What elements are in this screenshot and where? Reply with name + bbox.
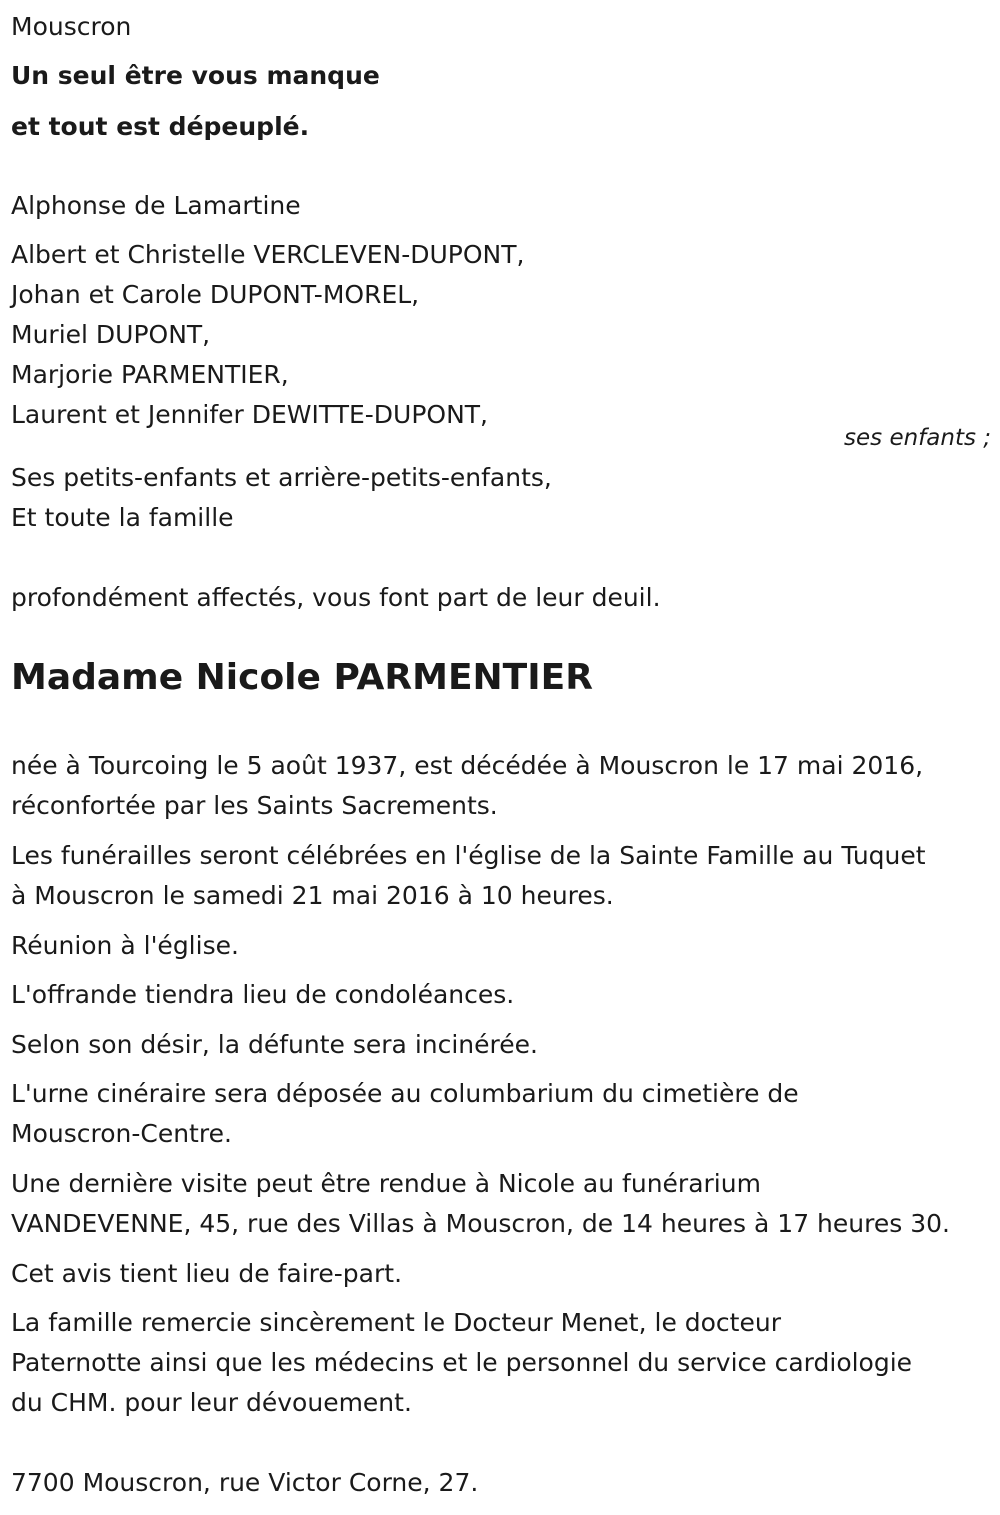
child-5: Laurent et Jennifer DEWITTE-DUPONT,: [11, 400, 489, 429]
deceased-name: Madame Nicole PARMENTIER: [11, 657, 593, 698]
quote-author: Alphonse de Lamartine: [11, 191, 301, 220]
visit-line-1: Une dernière visite peut être rendue à Nicole au funérarium: [11, 1169, 761, 1198]
visit-line-2: VANDEVENNE, 45, rue des Villas à Mouscron, de 14 heures à 17 heures 30.: [11, 1209, 950, 1238]
thanks-line-2: Paternotte ainsi que les médecins et le personnel du service cardiologie: [11, 1348, 913, 1377]
child-4: Marjorie PARMENTIER,: [11, 360, 289, 389]
family-line-1: Ses petits-enfants et arrière-petits-enfants,: [11, 463, 552, 492]
city-header: Mouscron: [11, 12, 132, 41]
child-2: Johan et Carole DUPONT-MOREL,: [11, 280, 420, 309]
notice-text: Cet avis tient lieu de faire-part.: [11, 1259, 403, 1288]
birth-death-line-2: réconfortée par les Saints Sacrements.: [11, 791, 498, 820]
thanks-line-3: du CHM. pour leur dévouement.: [11, 1388, 412, 1417]
funeral-line-1: Les funérailles seront célébrées en l'église de la Sainte Famille au Tuquet: [11, 841, 926, 870]
family-line-2: Et toute la famille: [11, 503, 234, 532]
quote-line-2: et tout est dépeuplé.: [11, 112, 310, 141]
funeral-line-2: à Mouscron le samedi 21 mai 2016 à 10 heures.: [11, 881, 614, 910]
offering-text: L'offrande tiendra lieu de condoléances.: [11, 980, 515, 1009]
urn-line-1: L'urne cinéraire sera déposée au columbarium du cimetière de: [11, 1079, 799, 1108]
quote-line-1: Un seul être vous manque: [11, 61, 380, 90]
cremation-text: Selon son désir, la défunte sera incinérée.: [11, 1030, 538, 1059]
children-label: ses enfants ;: [844, 425, 991, 451]
child-1: Albert et Christelle VERCLEVEN-DUPONT,: [11, 240, 525, 269]
urn-line-2: Mouscron-Centre.: [11, 1119, 232, 1148]
address-text: 7700 Mouscron, rue Victor Corne, 27.: [11, 1468, 479, 1497]
meeting-text: Réunion à l'église.: [11, 931, 239, 960]
child-3: Muriel DUPONT,: [11, 320, 211, 349]
birth-death-line-1: née à Tourcoing le 5 août 1937, est décédée à Mouscron le 17 mai 2016,: [11, 751, 924, 780]
announcement-text: profondément affectés, vous font part de leur deuil.: [11, 583, 661, 612]
thanks-line-1: La famille remercie sincèrement le Docteur Menet, le docteur: [11, 1308, 781, 1337]
